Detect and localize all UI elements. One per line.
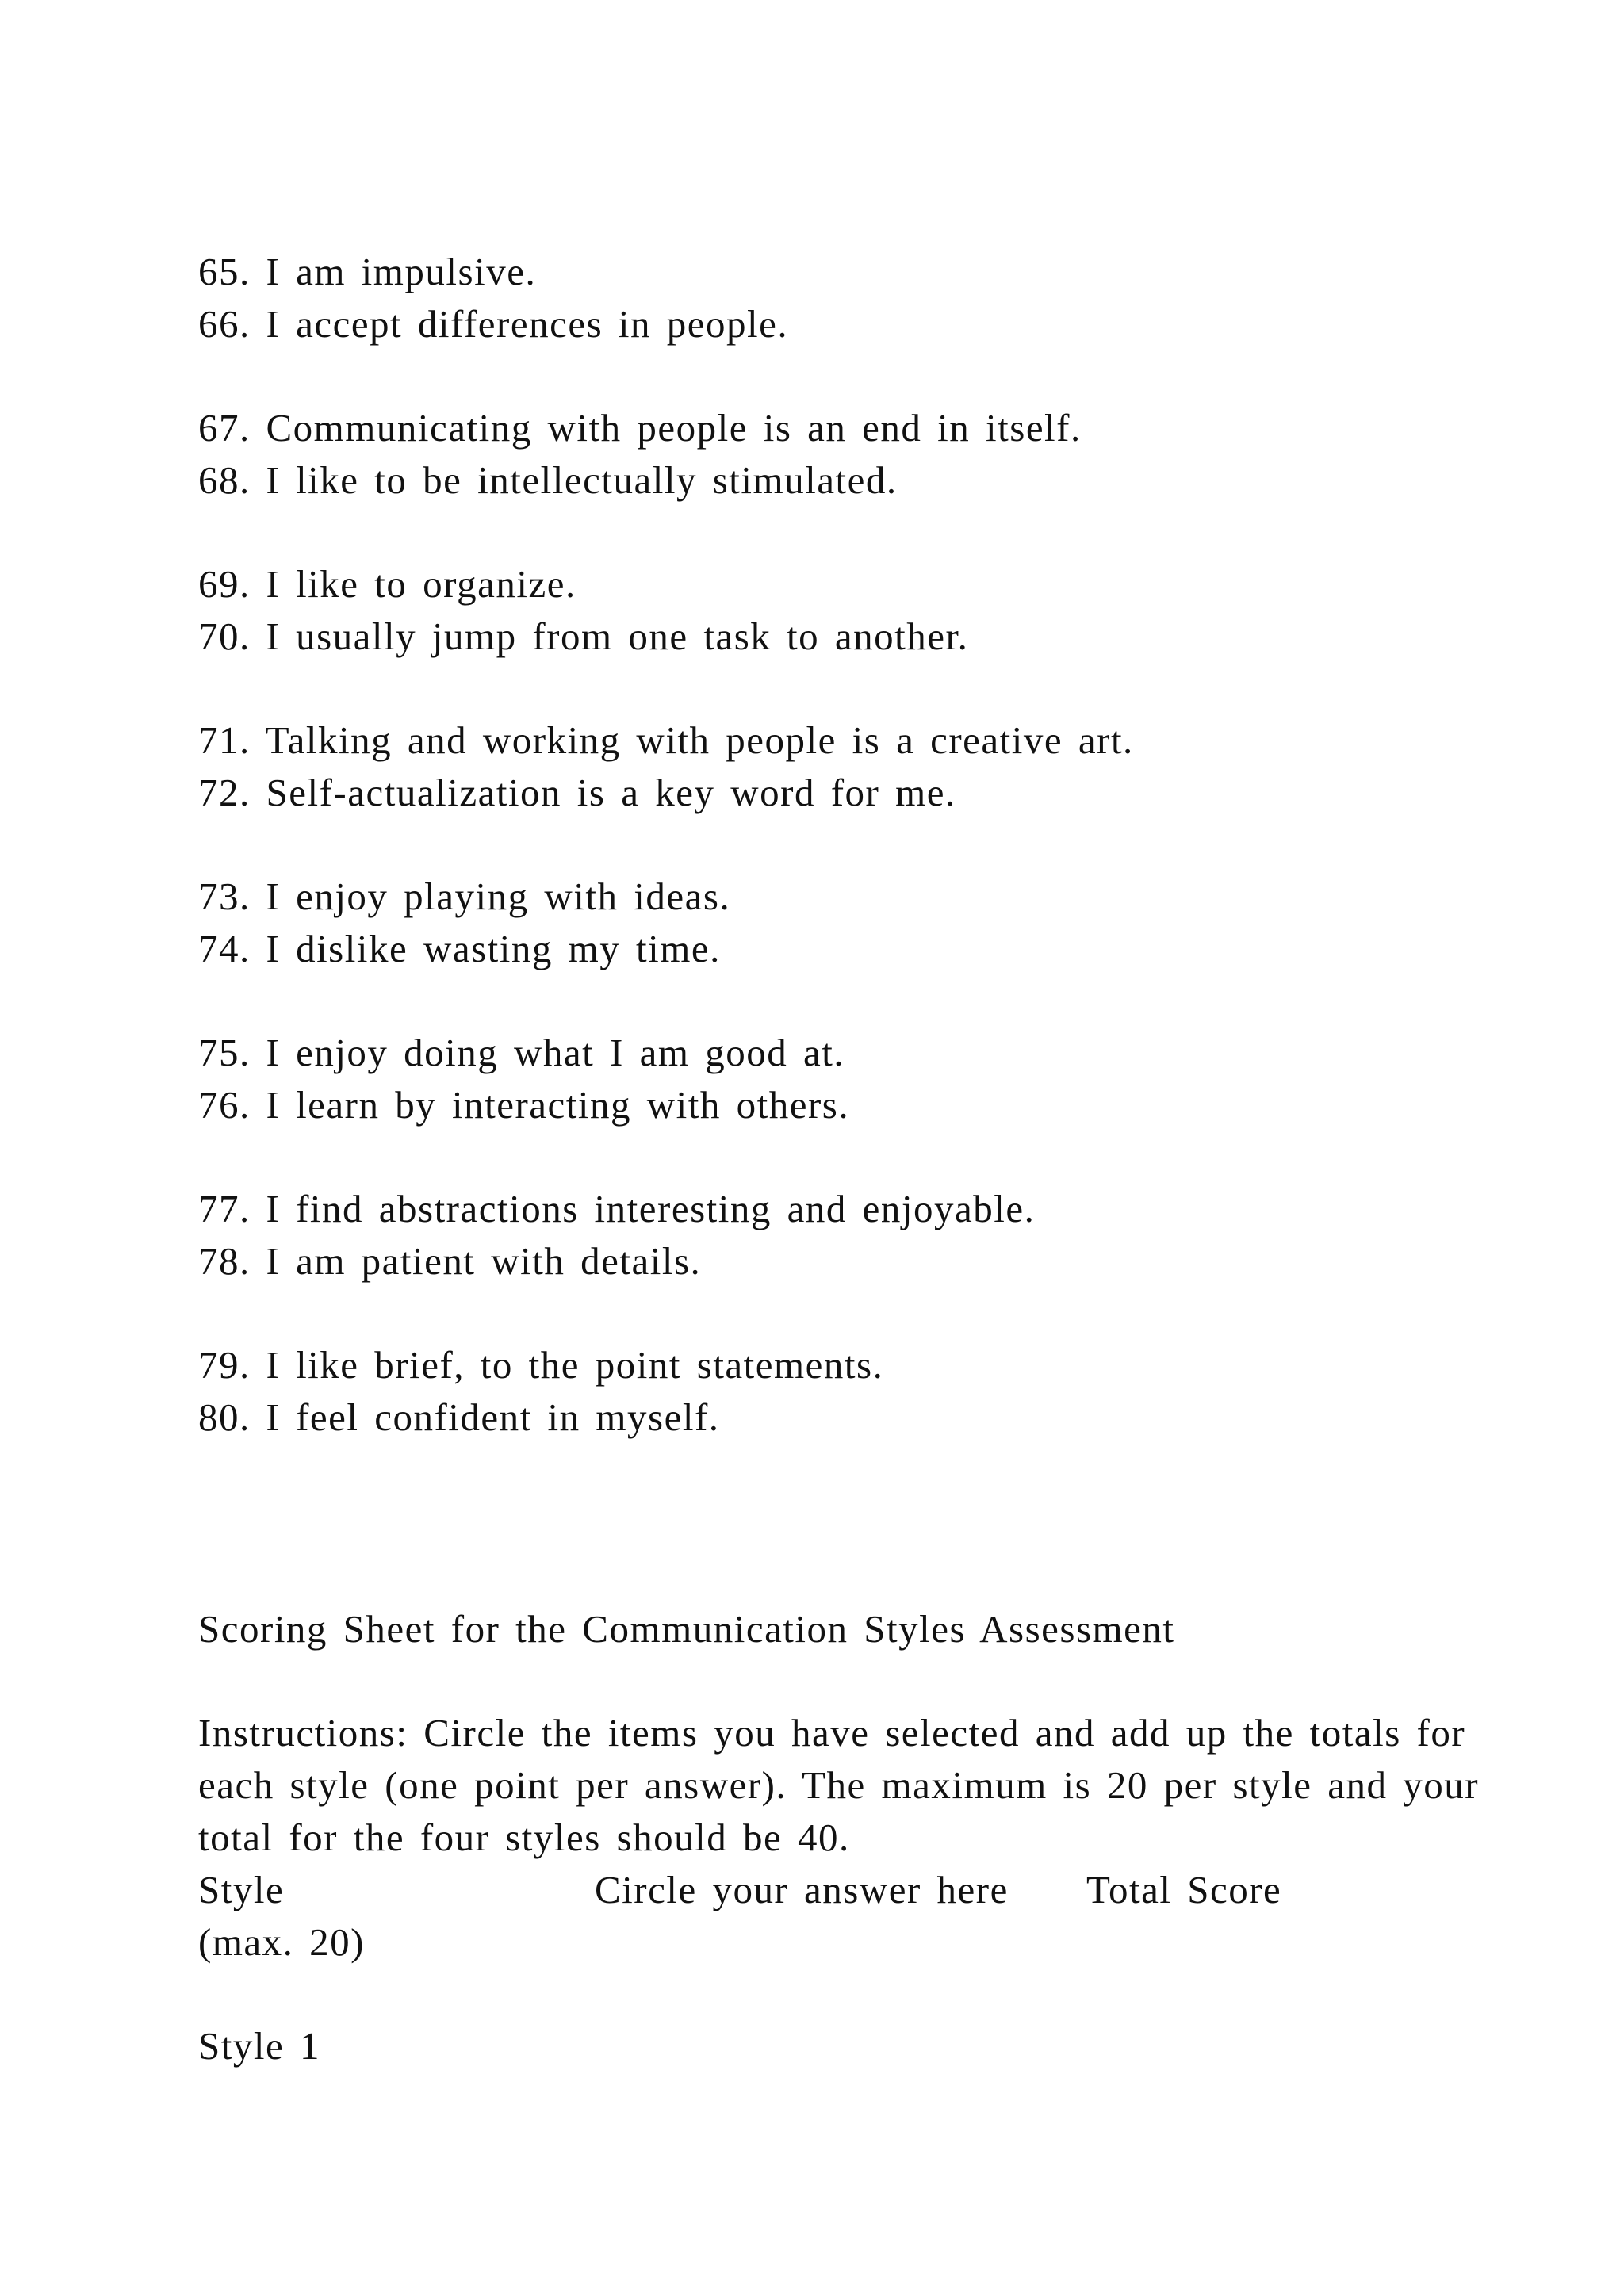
- statement-pair: [198, 402, 1499, 507]
- statement-text: I enjoy doing what I am good at.: [266, 1031, 845, 1074]
- statement-item: [198, 1391, 1499, 1444]
- statement-text: Communicating with people is an end in itself.: [266, 406, 1082, 450]
- statement-item: [198, 1027, 1499, 1079]
- statement-pair: [198, 1339, 1499, 1444]
- statement-text: I enjoy playing with ideas.: [266, 874, 731, 918]
- statement-item: [198, 402, 1499, 454]
- column-header-style: Style: [198, 1868, 285, 1911]
- statement-pair: [198, 714, 1499, 819]
- statement-text: Talking and working with people is a creative art.: [265, 718, 1134, 762]
- statement-item: [198, 610, 1499, 663]
- statement-text: I usually jump from one task to another.: [266, 614, 969, 658]
- statement-item: [198, 1235, 1499, 1288]
- statement-number: 73.: [198, 874, 251, 918]
- statement-item: [198, 767, 1499, 819]
- statement-number: 68.: [198, 458, 251, 502]
- statement-pair: [198, 246, 1499, 350]
- column-header-circle-answer: Circle your answer here: [595, 1868, 1009, 1911]
- statement-number: 74.: [198, 927, 251, 970]
- statement-pair: [198, 871, 1499, 975]
- statement-number: 80.: [198, 1395, 251, 1439]
- statement-number: 79.: [198, 1343, 251, 1387]
- statement-text: I accept differences in people.: [266, 302, 789, 346]
- statement-number: 72.: [198, 771, 251, 814]
- statement-text: I like to be intellectually stimulated.: [266, 458, 898, 502]
- statement-item: [198, 1339, 1499, 1391]
- statement-item: [198, 1183, 1499, 1235]
- statement-text: I dislike wasting my time.: [266, 927, 721, 970]
- statement-number: 66.: [198, 302, 251, 346]
- statement-text: I am impulsive.: [266, 250, 537, 293]
- statement-pair: [198, 1027, 1499, 1131]
- statement-item: [198, 714, 1499, 767]
- statement-item: [198, 1079, 1499, 1131]
- statement-text: Self-actualization is a key word for me.: [266, 771, 956, 814]
- statement-pair: [198, 1183, 1499, 1288]
- scoring-table-header: [198, 1864, 1546, 1916]
- statement-item: [198, 246, 1499, 298]
- style-row-label: Style 1: [198, 2024, 320, 2068]
- scoring-instructions: Instructions: Circle the items you have selected and add up the totals for each style (one point per answer). The maximum is 20 per style and your total for the four styles should be 40.: [198, 1711, 1480, 1859]
- statement-item: [198, 558, 1499, 610]
- statement-text: I like brief, to the point statements.: [266, 1343, 884, 1387]
- statement-number: 78.: [198, 1239, 251, 1283]
- statement-text: I like to organize.: [266, 562, 576, 606]
- max-score-note: (max. 20): [198, 1920, 365, 1964]
- scoring-sheet-title: Scoring Sheet for the Communication Styles Assessment: [198, 1607, 1175, 1651]
- statement-number: 67.: [198, 406, 251, 450]
- statement-number: 70.: [198, 614, 251, 658]
- statement-number: 77.: [198, 1187, 251, 1230]
- statement-number: 71.: [198, 718, 251, 762]
- statement-item: [198, 871, 1499, 923]
- statement-item: [198, 298, 1499, 350]
- statement-number: 65.: [198, 250, 251, 293]
- statement-text: I am patient with details.: [266, 1239, 702, 1283]
- statement-number: 76.: [198, 1083, 251, 1127]
- statement-pair: [198, 558, 1499, 663]
- statement-number: 69.: [198, 562, 251, 606]
- statement-text: I feel confident in myself.: [266, 1395, 720, 1439]
- statement-item: [198, 454, 1499, 507]
- statement-text: I find abstractions interesting and enjoyable.: [266, 1187, 1036, 1230]
- statement-text: I learn by interacting with others.: [266, 1083, 850, 1127]
- column-header-total-score: Total Score: [1086, 1868, 1282, 1911]
- statement-number: 75.: [198, 1031, 251, 1074]
- statement-list: [198, 246, 1499, 1444]
- statement-item: [198, 923, 1499, 975]
